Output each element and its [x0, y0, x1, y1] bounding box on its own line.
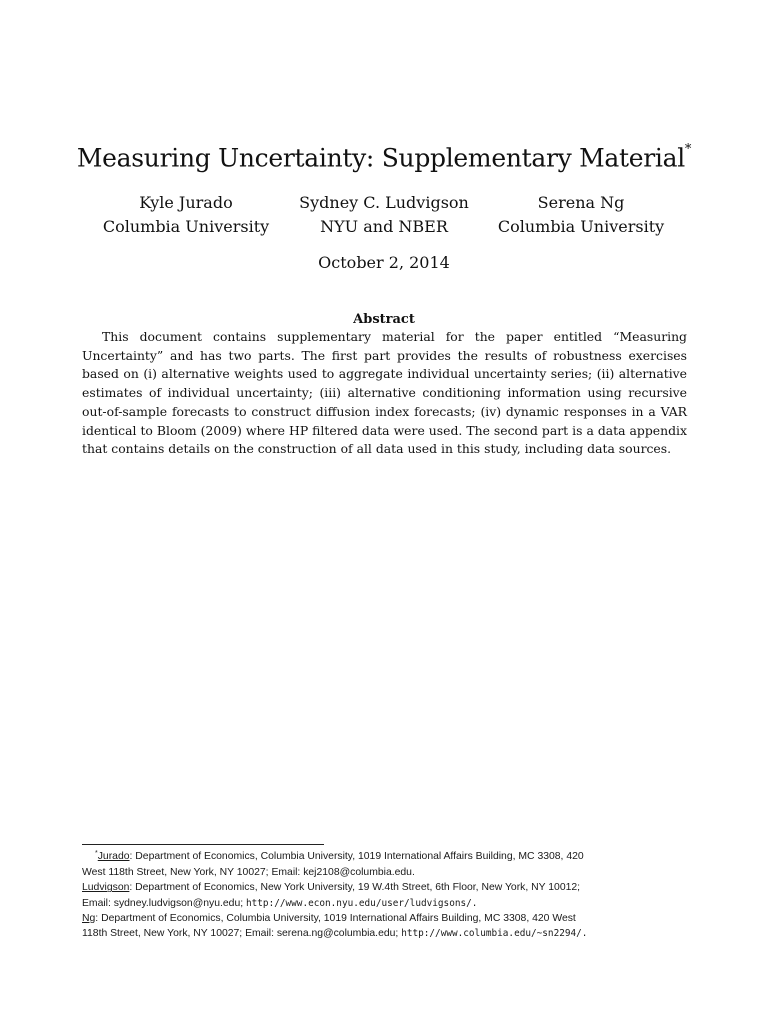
author-affiliation: Columbia University: [497, 217, 665, 236]
footnote-jurado-line-1: [82, 849, 687, 865]
footnote-jurado-line-2: West 118th Street, New York, NY 10027; Email: kej2108@columbia.edu.: [82, 867, 415, 879]
author-name: Kyle Jurado: [139, 193, 233, 212]
footnote-url-link[interactable]: http://www.econ.nyu.edu/user/ludvigsons/.: [246, 897, 478, 909]
footnote-mark: *: [95, 850, 98, 857]
footnote-url-link[interactable]: http://www.columbia.edu/~sn2294/.: [401, 928, 588, 940]
footnotes: [82, 849, 687, 941]
paper-title-text: Measuring Uncertainty: Supplementary Material: [76, 143, 685, 173]
author-block-ng: [471, 191, 691, 239]
footnote-email: Email: sydney.ludvigson@nyu.edu;: [82, 897, 246, 909]
abstract-heading: Abstract: [353, 312, 415, 327]
footnote-text: 118th Street, New York, NY 10027; Email: serena.ng@columbia.edu;: [82, 928, 402, 940]
footnote-ludvigson-line-1: [82, 880, 687, 895]
author-block-jurado: [76, 191, 296, 239]
author-affiliation: NYU and NBER: [320, 217, 448, 236]
author-name: Serena Ng: [537, 193, 625, 212]
footnote-ludvigson-line-2: [82, 896, 687, 911]
author-affiliation: Columbia University: [102, 217, 270, 236]
title-footnote-mark: *: [684, 142, 692, 157]
footnote-name-jurado: Jurado: [97, 851, 130, 862]
footnote-ng-line-1: [82, 911, 687, 926]
footnote-text: : Department of Economics, Columbia University, 1019 International Affairs Building, MC 3308, 420 West: [95, 912, 576, 924]
paper-date: October 2, 2014: [318, 253, 450, 272]
footnote-name-ng: Ng: [82, 912, 96, 924]
footnote-text: : Department of Economics, New York University, 19 W.4th Street, 6th Floor, New York, NY 10012;: [129, 882, 581, 894]
footnote-text: : Department of Economics, Columbia University, 1019 International Affairs Building, MC 3308, 420: [129, 851, 584, 862]
author-name: Sydney C. Ludvigson: [299, 193, 469, 212]
footnote-name-ludvigson: Ludvigson: [82, 882, 130, 894]
footnote-ng-line-2: [82, 926, 687, 941]
abstract-body: This document contains supplementary material for the paper entitled “Measuring Uncertainty” and has two parts. The first part provides the results of robustness exercises based on (i) alternative weights used to aggregate individual uncertainty series; (ii) alternative estimates of individual uncertainty; (iii) alternative conditioning information using recursive out-of-sample forecasts to construct diffusion index forecasts; (iv) dynamic responses in a VAR identical to Bloom (2009) where HP filtered data were used. The second part is a data appendix that contains details on the construction of all data used in this study, including data sources.: [82, 329, 687, 457]
paper-title: [0, 139, 768, 173]
footnote-divider: [82, 844, 324, 845]
author-block-ludvigson: [274, 191, 494, 239]
